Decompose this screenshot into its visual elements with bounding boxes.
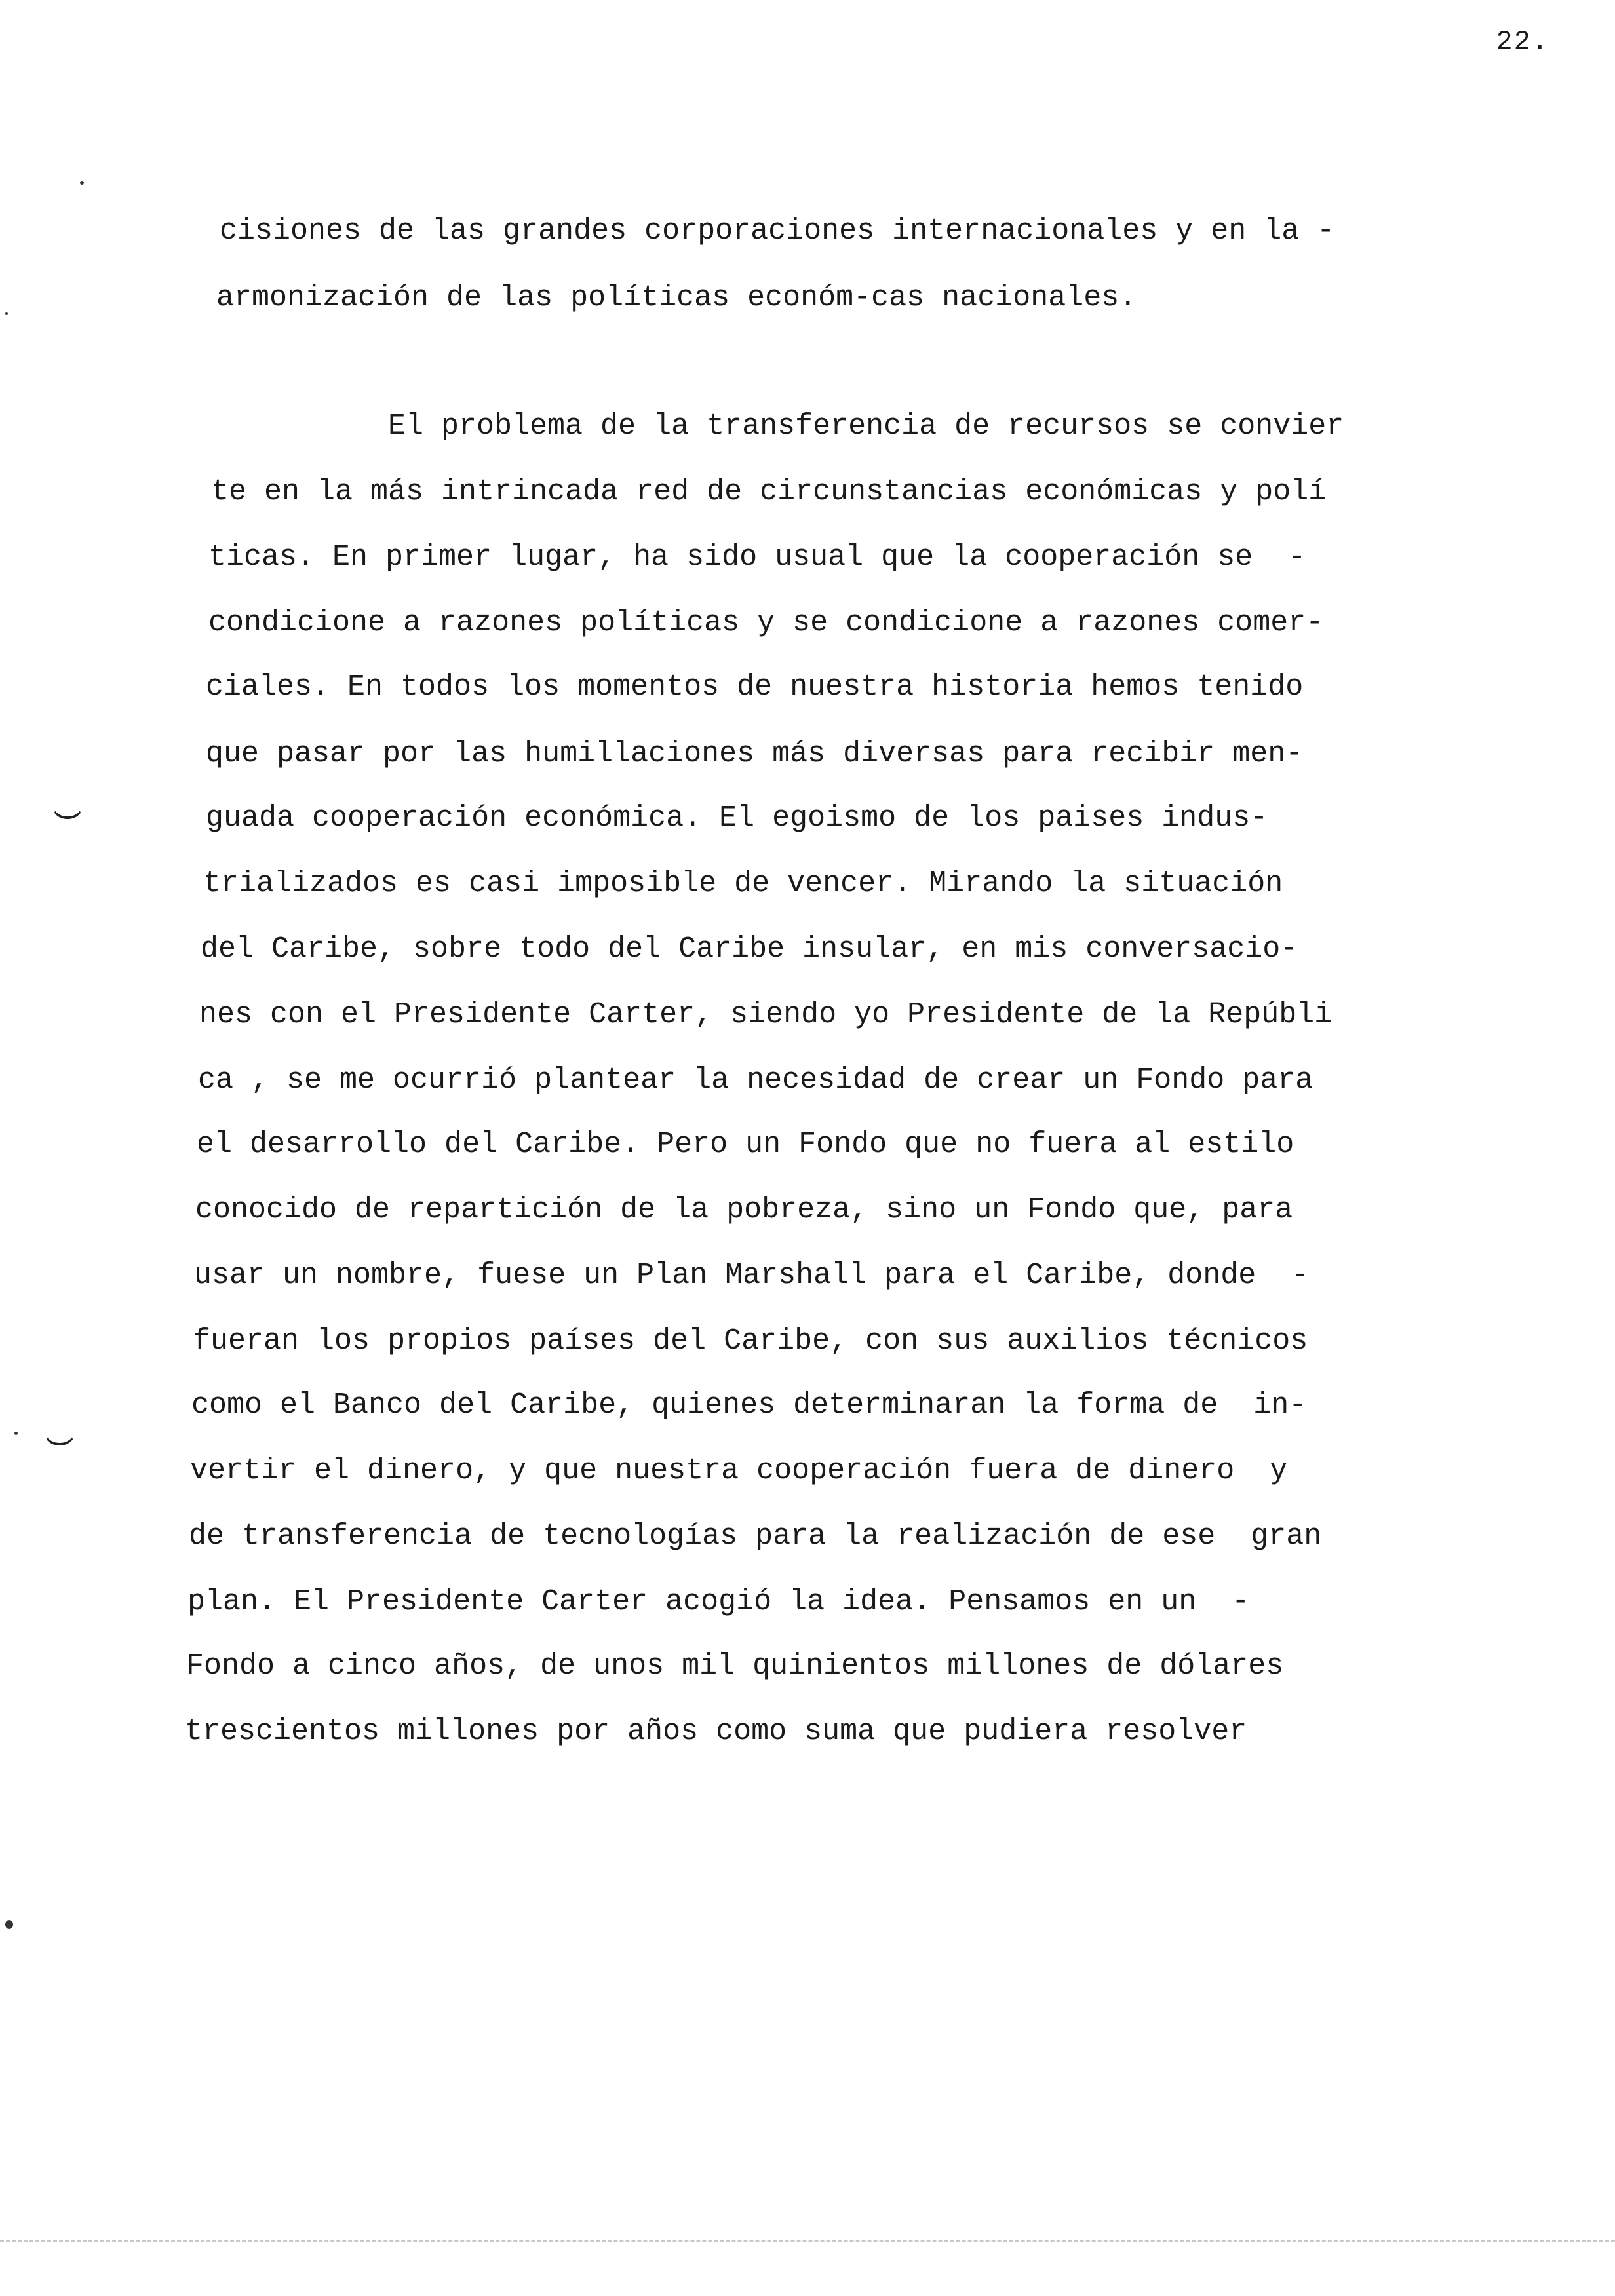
text-line: trescientos millones por años como suma que pudiera resolver — [185, 1715, 1247, 1748]
text-line: el desarrollo del Caribe. Pero un Fondo que no fuera al estilo — [197, 1128, 1294, 1161]
scan-speck — [80, 181, 84, 185]
scan-speck — [5, 312, 8, 315]
text-line: conocido de repartición de la pobreza, sino un Fondo que, para — [195, 1193, 1293, 1227]
text-line: El problema de la transferencia de recursos se convier — [388, 410, 1344, 443]
text-line: armonización de las políticas económ-cas nacionales. — [216, 281, 1137, 315]
text-line: condicione a razones políticas y se condicione a razones comer- — [208, 606, 1324, 640]
text-line: guada cooperación económica. El egoismo de los paises indus- — [206, 801, 1268, 835]
text-line: cisiones de las grandes corporaciones internacionales y en la - — [220, 214, 1335, 248]
scan-speck — [5, 1920, 13, 1929]
text-line: nes con el Presidente Carter, siendo yo Presidente de la Repúbli — [199, 998, 1333, 1031]
scan-speck — [14, 1432, 18, 1435]
text-line: te en la más intrincada red de circunstancias económicas y polí — [211, 475, 1327, 508]
text-line: usar un nombre, fuese un Plan Marshall para el Caribe, donde - — [194, 1259, 1310, 1292]
text-line: vertir el dinero, y que nuestra cooperación fuera de dinero y — [190, 1454, 1288, 1487]
text-line: ciales. En todos los momentos de nuestra historia hemos tenido — [206, 670, 1304, 704]
text-line: que pasar por las humillaciones más diversas para recibir men- — [206, 737, 1304, 771]
text-line: como el Banco del Caribe, quienes determinaran la forma de in- — [191, 1388, 1307, 1422]
text-line: de transferencia de tecnologías para la realización de ese gran — [189, 1520, 1322, 1553]
text-line: ca , se me ocurrió plantear la necesidad de crear un Fondo para — [198, 1063, 1313, 1097]
text-line: ticas. En primer lugar, ha sido usual que la cooperación se - — [208, 541, 1306, 574]
text-line: fueran los propios países del Caribe, con sus auxilios técnicos — [193, 1324, 1308, 1358]
text-line: del Caribe, sobre todo del Caribe insular, en mis conversacio- — [201, 932, 1298, 966]
text-line: plan. El Presidente Carter acogió la idea. Pensamos en un - — [187, 1585, 1250, 1618]
margin-mark — [43, 1430, 76, 1445]
scan-edge-rule — [0, 2240, 1615, 2242]
page-number: 22. — [1496, 26, 1549, 58]
text-line: Fondo a cinco años, de unos mil quinientos millones de dólares — [186, 1649, 1284, 1683]
margin-mark — [51, 803, 84, 819]
text-line: trializados es casi imposible de vencer. Mirando la situación — [203, 867, 1283, 900]
